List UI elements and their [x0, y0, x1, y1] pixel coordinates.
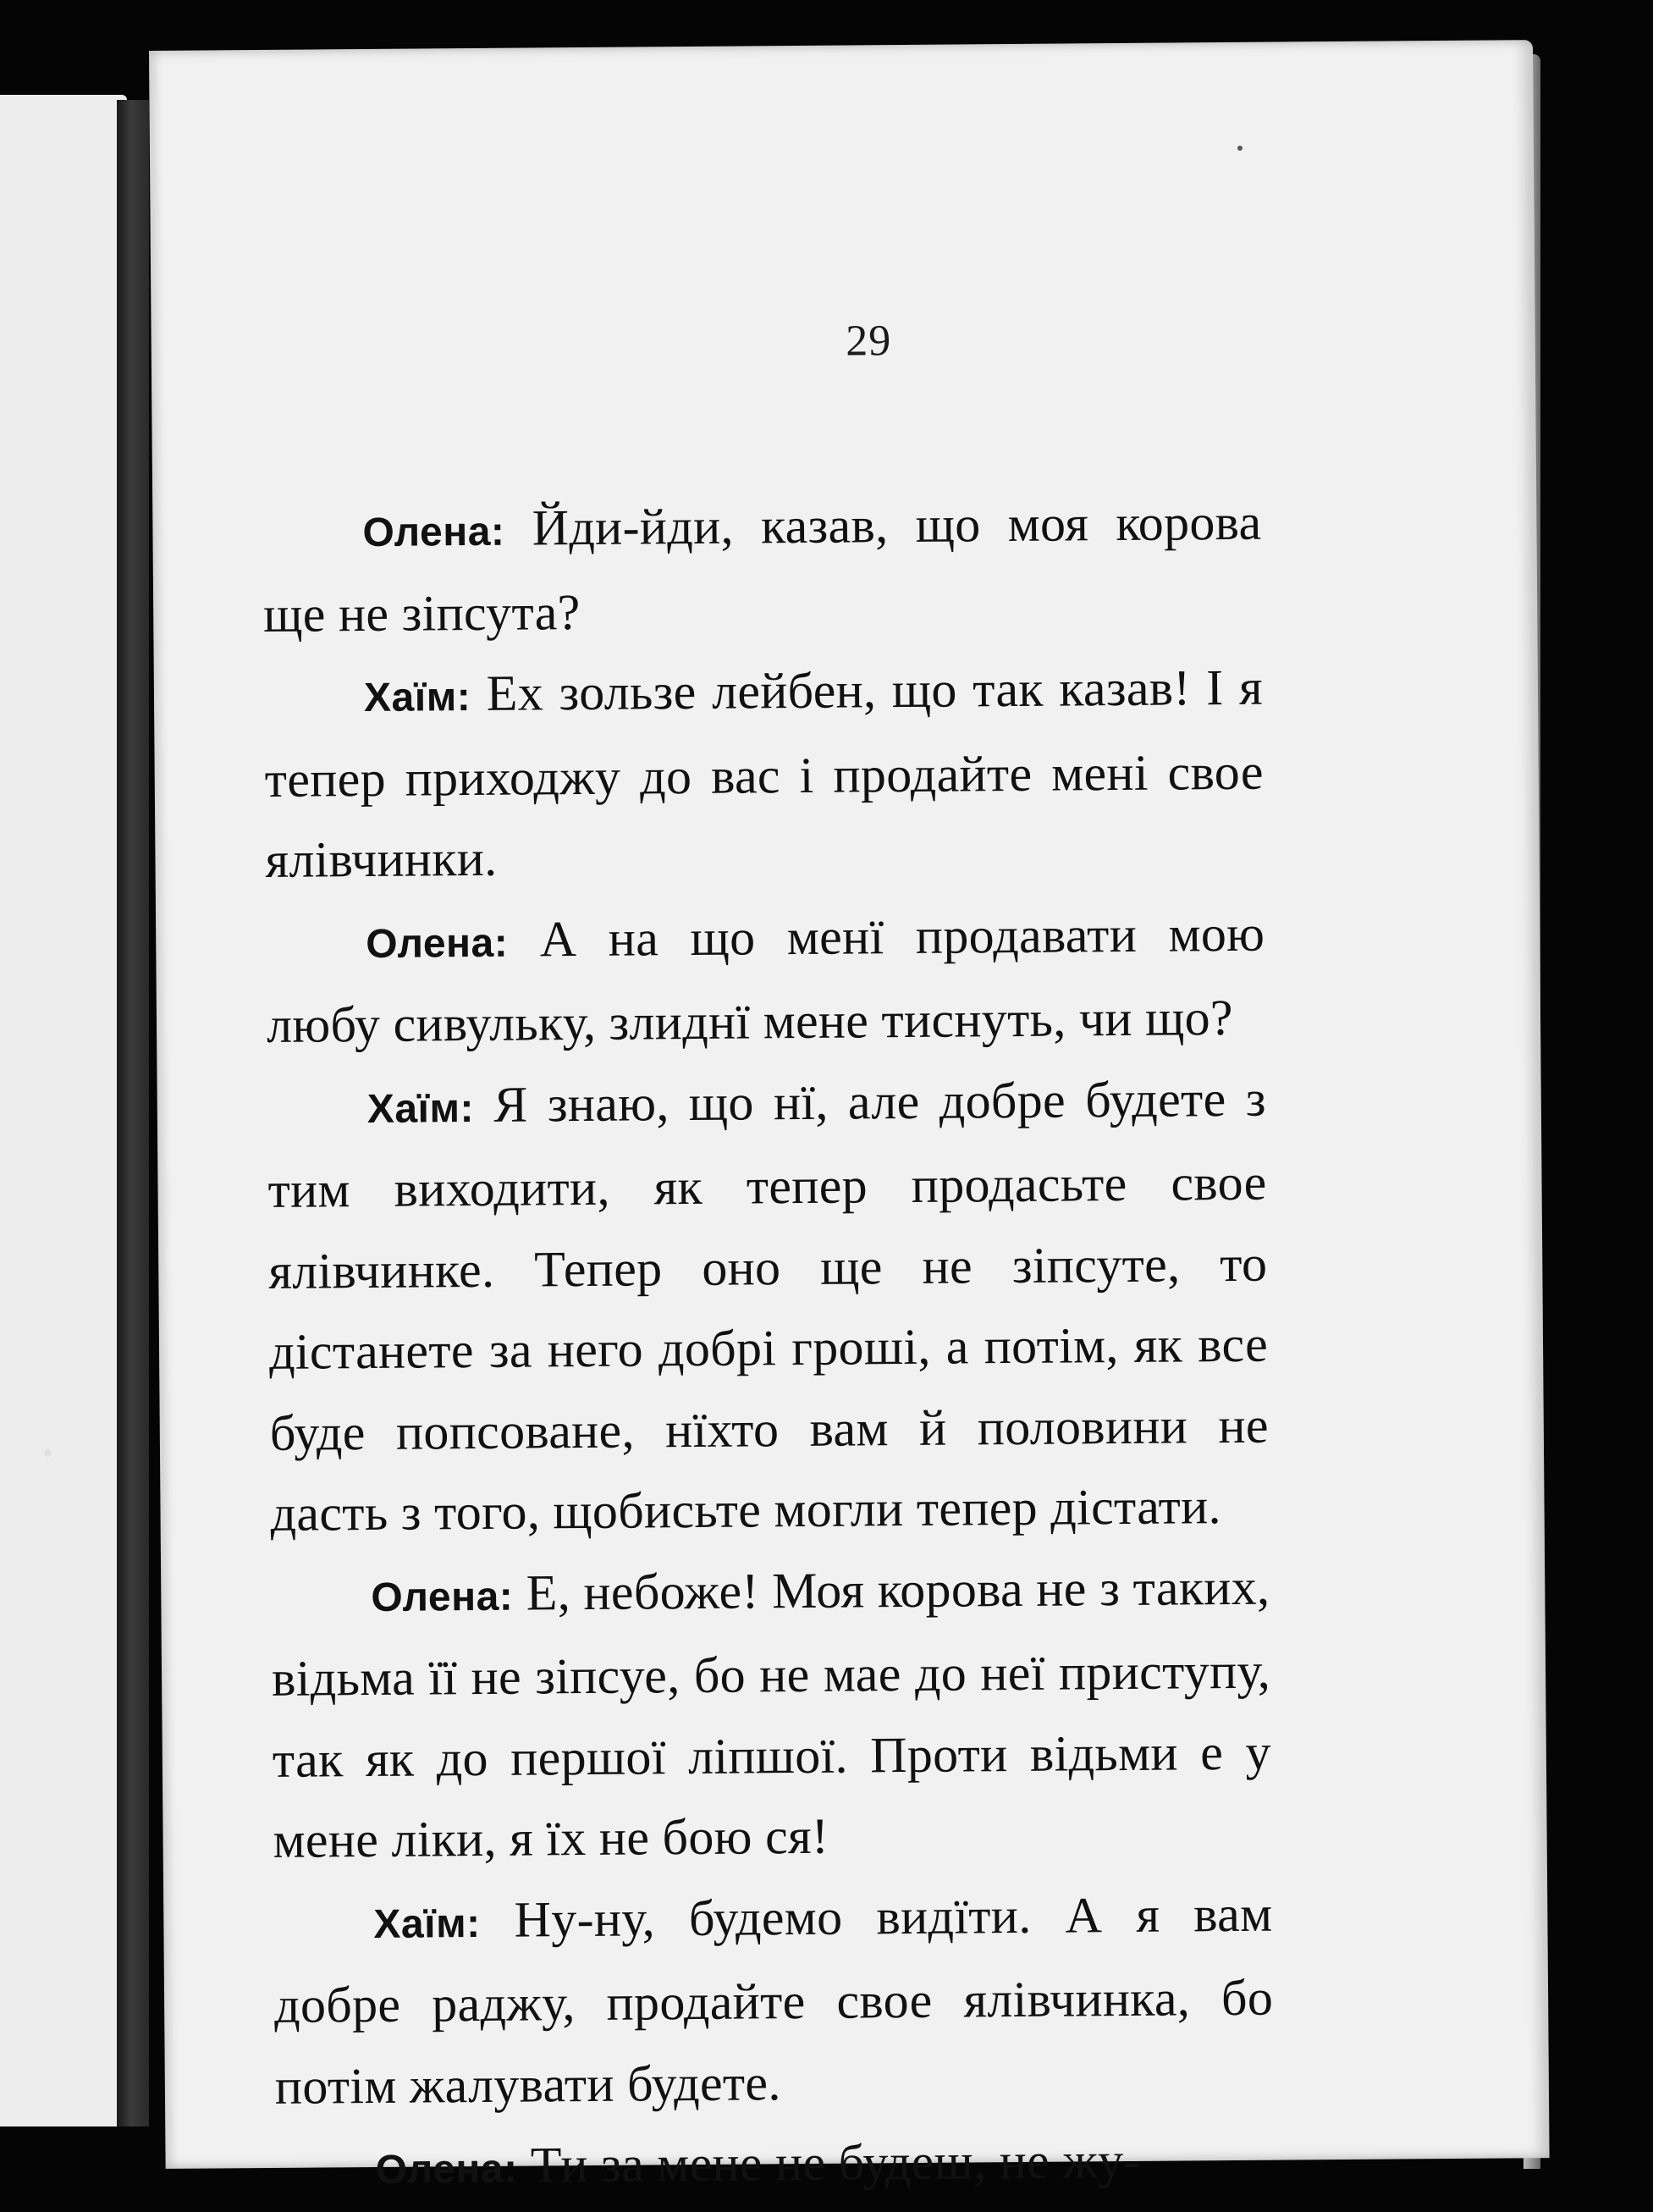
speech-text: Я знаю, що нї, але добре будете з тим виходити, як тепер продасьте свое ялівчинке. Тепер оно ще не зіпсуте, то дістанете за него добрі гроші, а потім, як все буде попсоване, нїхто вам й половини не дасть з того, щобисьте могли тепер дістати.	[267, 1070, 1270, 1542]
dialogue-line	[267, 1058, 1269, 1554]
speaker-name: Хаїм:	[363, 675, 471, 721]
speech-text: Ех зользе лейбен, що так казав! І я тепер приходжу до вас і продайте мені свое ялівчинки.	[264, 659, 1264, 888]
book-page	[149, 40, 1550, 2193]
speaker-name: Хаїм:	[366, 1085, 475, 1132]
speech-text: Йди-йди, казав, що моя корова ще не зіпсута?	[262, 494, 1262, 643]
book-spine	[117, 100, 149, 2126]
dialogue-line	[273, 1873, 1274, 2127]
dialogue-line	[275, 2120, 1275, 2212]
speaker-name: Олена:	[371, 1574, 514, 1620]
page-number: 29	[845, 317, 892, 366]
facing-page-left	[0, 95, 127, 2126]
speech-text: А на що менї продавати мою любу сивульку, злиднї мене тиснуть, чи що?	[266, 905, 1265, 1053]
dust-speck	[1237, 146, 1243, 151]
speaker-name: Олена:	[362, 509, 505, 556]
speaker-name: Олена:	[375, 2146, 518, 2193]
speech-text: Е, небоже! Моя корова не з таких, відьма її не зіпсуе, бо не мае до неї приступу, так як до першої ліпшої. Проти відьми е у мене ліки, я їх не бою ся!	[271, 1558, 1272, 1868]
speech-text: Ти за мене не будеш, не жу-	[530, 2132, 1141, 2193]
speech-text: Ну-ну, будемо видїти. А я вам добре раджу, продайте свое ялівчинка, бо потім жалувати будете.	[273, 1885, 1274, 2115]
dust-speck	[44, 1449, 52, 1457]
dialogue-line	[262, 483, 1262, 655]
speaker-name: Хаїм:	[373, 1900, 481, 1947]
dialogue-line	[264, 648, 1265, 902]
dialogue-line	[266, 893, 1265, 1066]
speaker-name: Олена:	[366, 920, 509, 967]
dialogue-line	[271, 1547, 1272, 1881]
dialogue-text	[262, 483, 1275, 2212]
